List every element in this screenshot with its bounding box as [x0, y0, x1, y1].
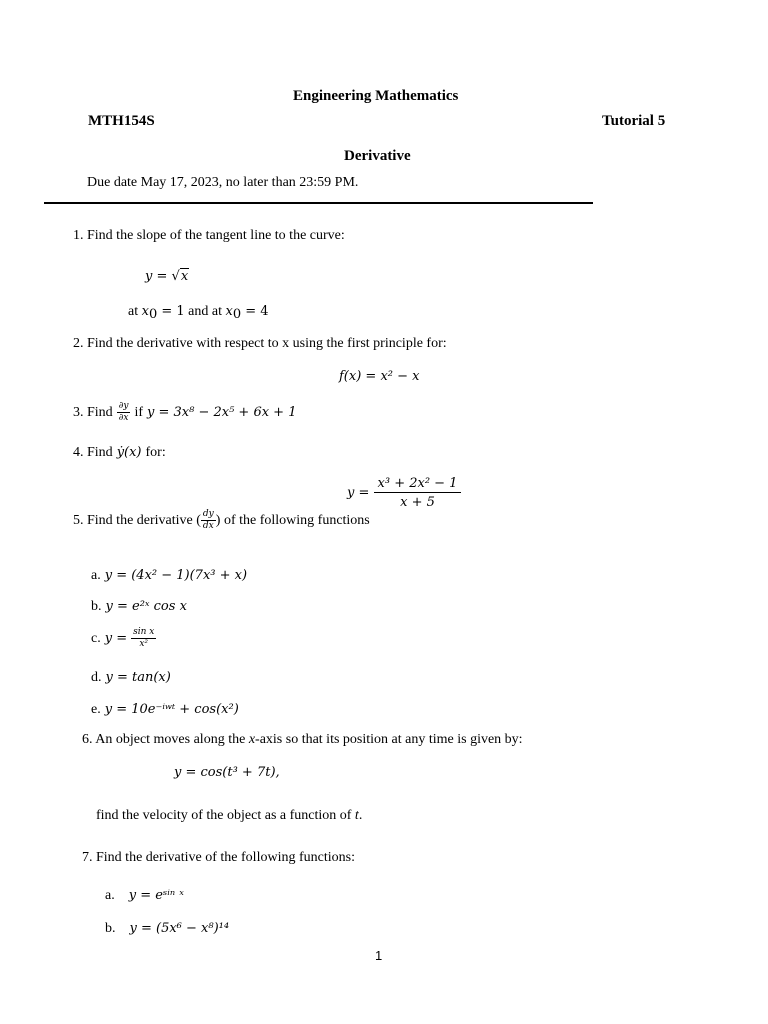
q1-value-a: = 1 — [157, 304, 185, 319]
course-code: MTH154S — [88, 113, 155, 129]
q5c-fraction — [131, 628, 156, 649]
q5-frac-num: dy — [202, 509, 214, 519]
q6-find-b: . — [358, 808, 363, 823]
q1-eq-lhs: y = — [145, 269, 172, 284]
q3-partial-fraction — [117, 402, 131, 423]
question-6-equation: y = cos(t³ + 7t), — [174, 765, 280, 780]
question-5b — [91, 597, 187, 615]
q4-lhs: y = — [347, 485, 370, 501]
document-title: Engineering Mathematics — [293, 88, 459, 104]
q1-and-at: and at — [184, 304, 226, 319]
q3-frac-den: ∂x — [118, 413, 129, 423]
q6-text-x: x — [248, 732, 256, 747]
q4-numerator: x³ + 2x² − 1 — [374, 477, 462, 493]
q4-symbol: ẏ(x) — [116, 445, 142, 460]
q5-derivative-fraction — [201, 510, 216, 531]
q3-if: if — [134, 405, 143, 421]
q5e-label: e. — [91, 702, 101, 717]
q5d-equation: y = tan(x) — [105, 670, 171, 685]
q5d-label: d. — [91, 670, 102, 685]
q4-find: 4. Find — [73, 445, 113, 460]
question-1-text: 1. Find the slope of the tangent line to the curve: — [73, 228, 345, 243]
question-5c — [91, 628, 156, 649]
topic-heading: Derivative — [344, 148, 411, 164]
q5a-label: a. — [91, 568, 101, 583]
tutorial-number: Tutorial 5 — [602, 113, 666, 129]
square-root: √x — [171, 269, 189, 284]
q6-text-b: -axis so that its position at any time is given by: — [255, 732, 523, 747]
q4-for: for: — [145, 445, 166, 460]
q7b-label: b. — [105, 921, 116, 936]
q5c-denominator: x² — [139, 639, 149, 649]
q1-x0-b: x — [225, 304, 233, 319]
q5-frac-den: dx — [202, 521, 214, 531]
q1-eq-radicand: x — [180, 269, 189, 284]
q5b-equation: y = e²ˣ cos x — [105, 599, 187, 614]
due-date: Due date May 17, 2023, no later than 23:59 PM. — [87, 175, 359, 190]
q3-frac-num: ∂y — [118, 401, 129, 411]
q5c-label: c. — [91, 631, 101, 647]
question-3 — [73, 402, 296, 423]
question-4-text — [73, 443, 166, 461]
question-5d — [91, 668, 171, 686]
q1-x0-sub-a: 0 — [148, 307, 158, 322]
q6-text-a: 6. An object moves along the — [82, 732, 249, 747]
q5c-lhs: y = — [104, 631, 128, 647]
question-6-text — [82, 732, 523, 748]
question-5a — [91, 566, 247, 584]
q5e-equation: y = 10e⁻ⁱʷᵗ + cos(x²) — [104, 702, 239, 717]
q1-value-b: = 4 — [241, 304, 269, 319]
question-5-text — [73, 510, 370, 531]
q4-fraction — [374, 477, 462, 509]
q1-x0-sub-b: 0 — [232, 307, 242, 322]
q3-find: 3. Find — [73, 405, 113, 421]
header-divider — [44, 202, 593, 204]
q5-find: 5. Find the derivative ( — [73, 513, 201, 529]
q5c-numerator: sin x — [133, 627, 155, 637]
page-number: 1 — [375, 948, 383, 963]
question-2-text: 2. Find the derivative with respect to x using the first principle for: — [73, 336, 447, 351]
q5b-label: b. — [91, 599, 102, 614]
q3-equation: y = 3x⁸ − 2x⁵ + 6x + 1 — [147, 405, 297, 421]
question-5e — [91, 700, 239, 718]
q5-rest: ) of the following functions — [215, 513, 370, 529]
question-4-equation — [347, 477, 461, 509]
question-6-instruction — [96, 808, 362, 824]
question-1-points — [128, 302, 269, 320]
question-7-text: 7. Find the derivative of the following functions: — [82, 850, 355, 865]
question-1-equation — [145, 269, 189, 284]
q6-find-t: t — [354, 808, 359, 823]
q7a-label: a. — [105, 888, 115, 903]
q7b-equation: y = (5x⁶ − x⁸)¹⁴ — [129, 921, 230, 936]
q5a-equation: y = (4x² − 1)(7x³ + x) — [104, 568, 248, 583]
q6-find-a: find the velocity of the object as a function of — [96, 808, 355, 823]
q1-x0-a: x — [141, 304, 149, 319]
question-2-equation: f(x) = x² − x — [339, 369, 420, 384]
q4-denominator: x + 5 — [400, 495, 435, 510]
question-7a — [105, 886, 184, 904]
q1-at-label: at — [128, 304, 142, 319]
question-7b — [105, 919, 229, 937]
q7a-equation: y = eˢⁱⁿ ˣ — [128, 888, 184, 903]
